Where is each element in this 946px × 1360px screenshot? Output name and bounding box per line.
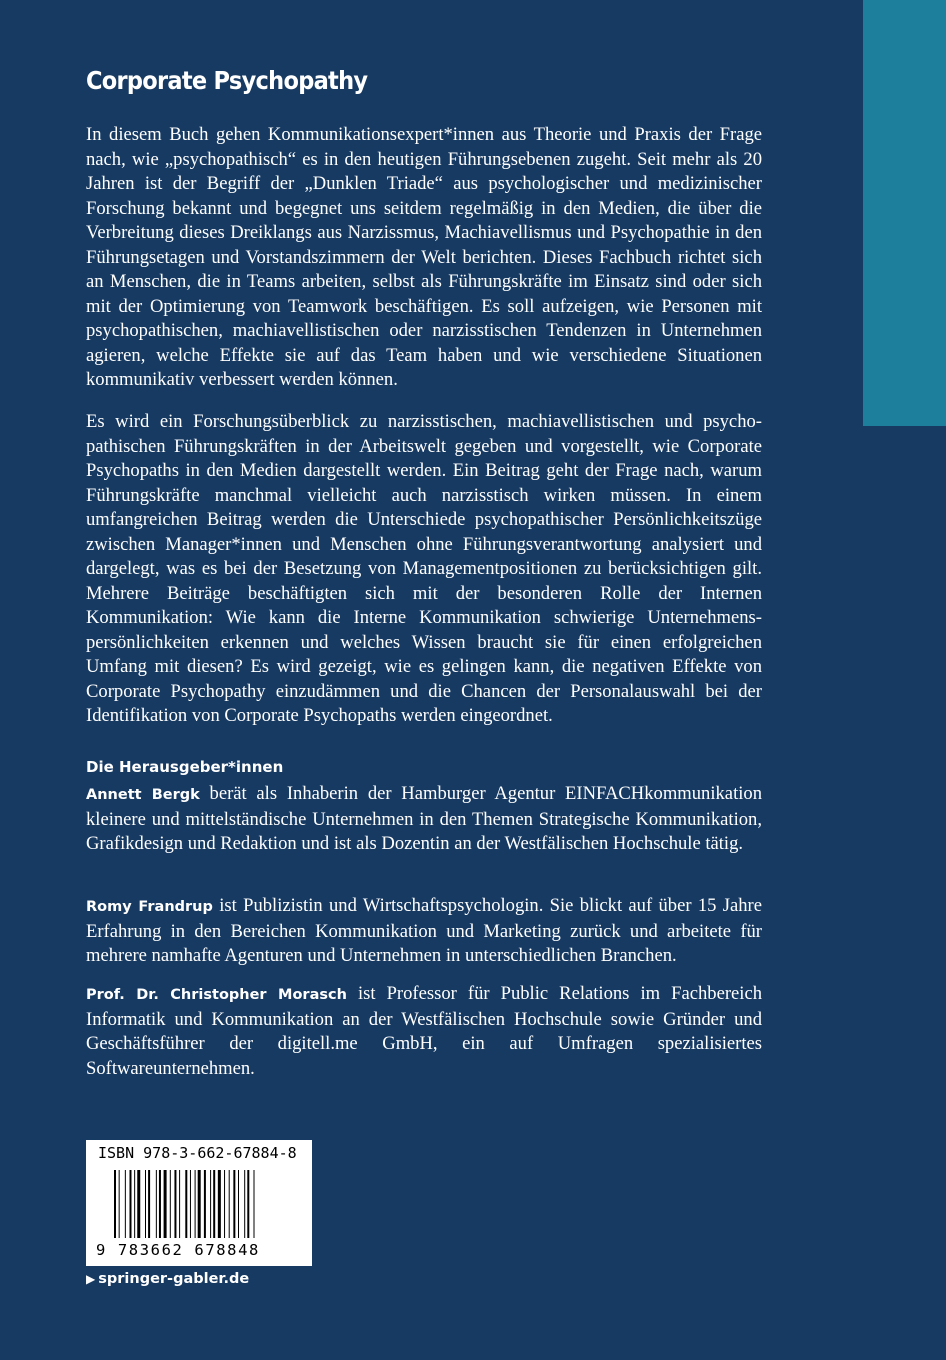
editor-name: Prof. Dr. Christopher Morasch xyxy=(86,987,347,1003)
barcode-bar xyxy=(156,1170,157,1238)
barcode-bar xyxy=(198,1170,201,1238)
editor-bio-text: berät als Inhaberin der Hamburger Agentur EINFACHkommunikation kleinere und mittelständische Unternehmen in den Themen Strategische Kommunikation, Grafikdesign und Redaktion und ist als Dozentin an der Westfälischen Hochschule tätig. xyxy=(86,783,762,854)
barcode-bars xyxy=(114,1170,290,1250)
barcode-bar xyxy=(233,1170,235,1238)
barcode-digits: 9 783662 678848 xyxy=(96,1241,260,1259)
barcode-bar xyxy=(174,1170,176,1238)
barcode-bar xyxy=(137,1170,140,1238)
barcode-bar xyxy=(195,1170,196,1238)
barcode-bar xyxy=(170,1170,171,1238)
accent-bar xyxy=(863,0,946,426)
barcode-bar xyxy=(244,1170,245,1238)
barcode-bar xyxy=(190,1170,191,1238)
barcode-bar xyxy=(114,1170,116,1238)
barcode-bar xyxy=(185,1170,187,1238)
book-title: Corporate Psychopathy xyxy=(86,66,368,95)
description-paragraph-2: Es wird ein Forschungsüberblick zu narzisstischen, machiavellistischen und psychopathischen Führungskräften in der Arbeitswelt gegeben und vorgestellt, wie Corporate Psychopaths in den Medien dargestellt werden. Ein Beitrag geht der Frage nach, warum Führungskräfte manchmal vielleicht auch narzisstisch wirken müssen. In einem umfangreichen Beitrag werden die Unterschiede psychopathischer Persönlichkeitszüge zwischen Manager*innen und Menschen ohne Führungsverantwortung analysiert und dargelegt, was es bei der Besetzung von Managementpositionen zu berücksichtigen gilt. Mehrere Beiträge beschäftigten sich mit der besonderen Rolle der Internen Kommunikation: Wie kann die Interne Kommunikation schwierige Unternehmenspersönlichkeiten erkennen und welches Wissen braucht sie für einen erfolgreichen Umfang mit diesen? Es wird gezeigt, wie es gelingen kann, die negativen Effekte von Corporate Psychopathy einzudämmen und die Chancen der Personalauswahl bei der Identifikation von Corporate Psychopaths werden eingeordnet. xyxy=(86,411,762,726)
barcode-bar xyxy=(247,1170,249,1238)
barcode-bar xyxy=(130,1170,132,1238)
barcode-bar xyxy=(238,1170,239,1238)
barcode-bar xyxy=(119,1170,120,1238)
editor-bio-morasch xyxy=(86,982,762,1081)
editors-heading: Die Herausgeber*innen xyxy=(86,758,284,776)
barcode-bar xyxy=(210,1170,211,1238)
barcode-bar xyxy=(159,1170,161,1238)
barcode-bar xyxy=(204,1170,206,1238)
barcode-bar xyxy=(229,1170,230,1238)
barcode-bar xyxy=(164,1170,167,1238)
barcode-bar xyxy=(224,1170,225,1238)
description-paragraph-1: In diesem Buch gehen Kommunikationsexpert*innen aus Theorie und Praxis der Frage nach, wie „psychopathisch“ es in den heutigen Führungsebenen zugeht. Seit mehr als 20 Jahren ist der Begriff der „Dunklen Triade“ aus psychologischer und medizinischer Forschung bekannt und begegnet uns seitdem regelmäßig in den Medien, die über die Verbreitung dieses Dreiklangs aus Narzissmus, Machiavellismus und Psychopathie in den Führungsetagen und Vorstandszimmern der Welt berichten. Dieses Fachbuch richtet sich an Menschen, die in Teams arbeiten, selbst als Führungskräfte im Einsatz sind oder sich mit der Optimierung von Teamwork beschäftigen. Es soll aufzeigen, wie Personen mit psychopathischen, machiavellistischen oder narzisstischen Tendenzen in Unternehmen agieren, welche Effekte sie auf das Team haben und wie verschiedene Situationen kommunikativ verbessert werden können. xyxy=(86,124,762,390)
barcode-bar xyxy=(148,1170,150,1238)
barcode-bar xyxy=(218,1170,221,1238)
isbn-barcode xyxy=(86,1140,312,1266)
editor-name: Romy Frandrup xyxy=(86,899,213,915)
barcode-bar xyxy=(179,1170,180,1238)
barcode-bar xyxy=(125,1170,126,1238)
barcode-bar xyxy=(213,1170,215,1238)
editor-bio-text: ist Professor für Public Relations im Fachbereich Informatik und Kommunikation an der Westfälischen Hochschule sowie Gründer und Geschäftsführer der digitell.me GmbH, ein auf Umfragen spezialisiertes Softwareunternehmen. xyxy=(86,983,762,1079)
website-text: springer-gabler.de xyxy=(98,1271,250,1287)
barcode-bar xyxy=(145,1170,146,1238)
isbn-label: ISBN 978-3-662-67884-8 xyxy=(98,1144,297,1162)
barcode-bar xyxy=(254,1170,255,1238)
editor-bio-text: ist Publizistin und Wirtschaftspsychologin. Sie blickt auf über 15 Jahre Erfahrung in den Bereichen Kommunikation und Marketing zurück und arbeitete für mehrere namhafte Agenturen und Unternehmen in unterschiedlichen Branchen. xyxy=(86,895,762,966)
editor-bio-frandrup xyxy=(86,894,762,969)
barcode-bar xyxy=(134,1170,135,1238)
publisher-website xyxy=(86,1271,249,1287)
editor-name: Annett Bergk xyxy=(86,787,200,803)
arrow-right-icon: ▶ xyxy=(86,1272,96,1286)
editor-bio-bergk xyxy=(86,782,762,857)
